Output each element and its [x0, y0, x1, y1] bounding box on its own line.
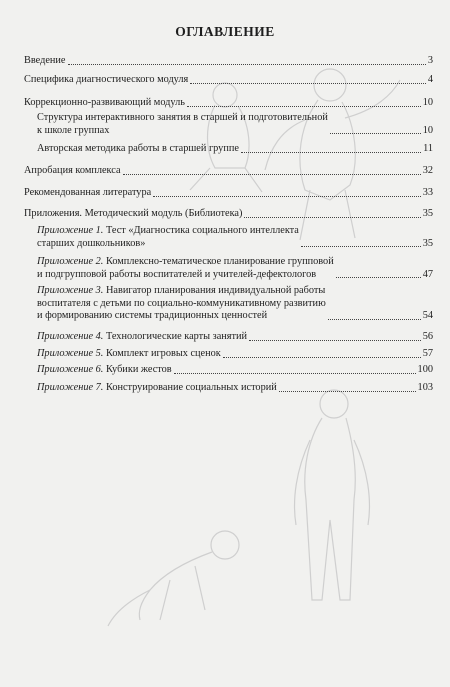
toc-entry-label [37, 364, 172, 377]
toc-entry[interactable] [37, 331, 433, 344]
toc-entry-label [37, 348, 221, 361]
toc-entry[interactable] [37, 256, 433, 281]
toc-entry-page: 11 [423, 143, 433, 154]
dot-leader [301, 246, 421, 247]
toc-entry[interactable] [24, 74, 433, 87]
appendix-title: Комплексно-тематическое планирование групповой и подгрупповой работы воспитателей и учителей-дефектологов [37, 256, 334, 280]
toc-entry-page: 35 [422, 208, 433, 219]
toc-entry[interactable] [37, 112, 433, 137]
dot-leader [68, 64, 426, 65]
toc-entry-label [37, 331, 247, 344]
toc-entry[interactable] [37, 285, 433, 323]
toc-entry[interactable] [37, 382, 433, 395]
toc-entry-page: 103 [417, 382, 433, 393]
toc-entry-label: Рекомендованная литература [24, 187, 152, 198]
toc-entry-label: Введение [24, 55, 66, 66]
toc-entry[interactable] [37, 348, 433, 361]
toc-entry-label: Специфика диагностического модуля [24, 74, 189, 85]
dot-leader [223, 357, 421, 358]
dot-leader [241, 152, 421, 153]
toc-entry[interactable] [37, 225, 433, 250]
appendix-prefix: Приложение 6. [37, 364, 104, 375]
dot-leader [187, 106, 421, 107]
toc-entry[interactable] [24, 97, 433, 110]
appendix-title: Комплект игровых сценок [103, 348, 221, 359]
toc-entry-page: 100 [417, 364, 433, 375]
toc-entry[interactable] [37, 143, 433, 156]
appendix-prefix: Приложение 2. [37, 256, 104, 267]
appendix-prefix: Приложение 3. [37, 285, 104, 296]
dot-leader [336, 277, 421, 278]
toc-entry-label: Приложения. Методический модуль (Библиотека) [24, 208, 243, 219]
dot-leader [244, 217, 420, 218]
toc-entry-label: Коррекционно-развивающий модуль [24, 97, 185, 108]
toc-entry-label [37, 256, 334, 281]
dot-leader [328, 319, 421, 320]
appendix-title: Конструирование социальных историй [103, 382, 277, 393]
toc-entry-page: 57 [422, 348, 433, 359]
appendix-title: Кубики жестов [103, 364, 172, 375]
dot-leader [123, 174, 421, 175]
appendix-title: Навигатор планирования индивидуальной работы воспитателя с детьми по социально-коммуникативному развитию и формированию системы традиционных ценностей [37, 285, 326, 321]
toc-entry[interactable] [24, 55, 433, 68]
appendix-prefix: Приложение 1. [37, 225, 104, 236]
dot-leader [330, 133, 421, 134]
toc-entry-label [37, 285, 326, 323]
dot-leader [249, 340, 421, 341]
toc-entry-page: 10 [422, 97, 433, 108]
toc-entry-page: 3 [427, 55, 433, 66]
toc-entry-label: Авторская методика работы в старшей группе [37, 143, 239, 154]
toc-entry-label [37, 225, 299, 250]
toc-entry-label: Апробация комплекса [24, 165, 121, 176]
dot-leader [153, 196, 421, 197]
toc-entry[interactable] [24, 165, 433, 178]
toc-entry-page: 10 [422, 124, 433, 136]
toc-entry-page: 33 [422, 187, 433, 198]
toc-entry-page: 35 [422, 237, 433, 249]
toc-entry-label: Структура интерактивного занятия в старшей и подготовительной к школе группах [37, 112, 328, 136]
toc-entry-page: 32 [422, 165, 433, 176]
appendix-title: Технологические карты занятий [103, 331, 248, 342]
toc-entry-label [37, 382, 277, 395]
toc-entry[interactable] [24, 208, 433, 221]
toc-entry-page: 56 [422, 331, 433, 342]
toc-entry-page: 47 [422, 268, 433, 280]
toc-entry-page: 4 [427, 74, 433, 85]
appendix-title: Тест «Диагностика социального интеллекта старших дошкольников» [37, 225, 299, 249]
dot-leader [279, 391, 416, 392]
toc-entry[interactable] [37, 364, 433, 377]
appendix-prefix: Приложение 5. [37, 348, 104, 359]
dot-leader [174, 373, 416, 374]
page-title: ОГЛАВЛЕНИЕ [175, 24, 275, 39]
toc-entry[interactable] [24, 187, 433, 200]
appendix-prefix: Приложение 7. [37, 382, 104, 393]
toc-entry-page: 54 [422, 310, 433, 321]
appendix-prefix: Приложение 4. [37, 331, 104, 342]
dot-leader [190, 83, 426, 84]
